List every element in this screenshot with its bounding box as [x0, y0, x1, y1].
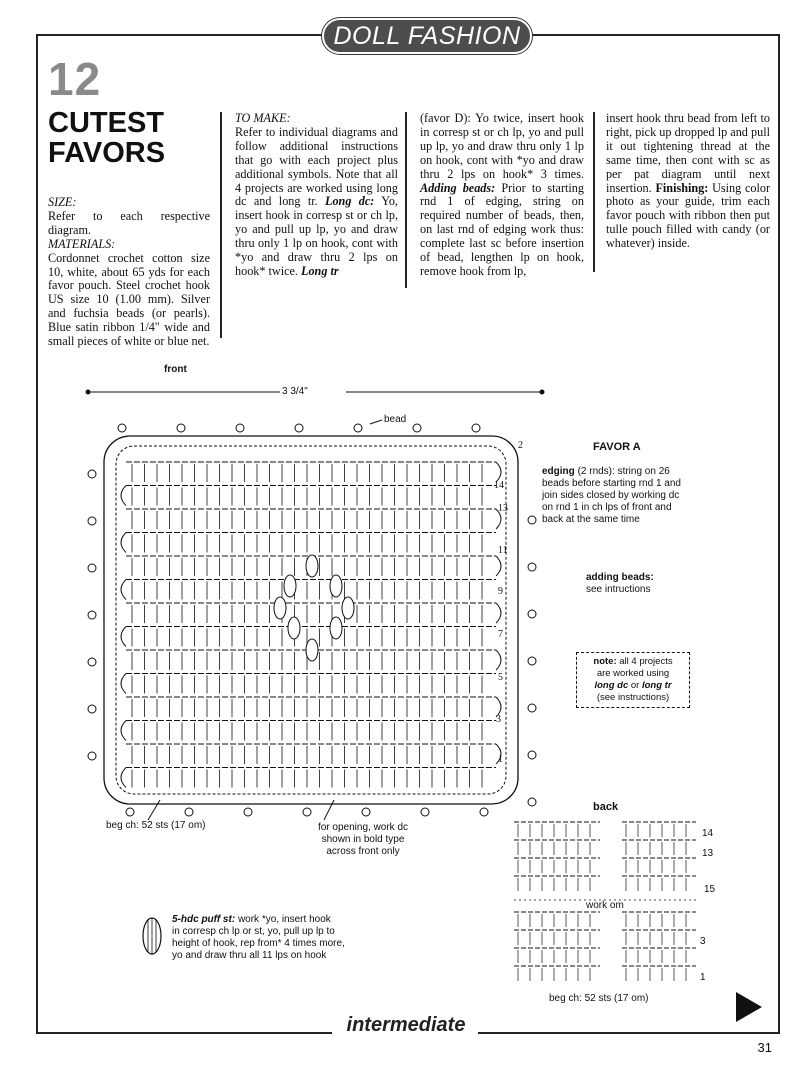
- puff-stitch: [284, 575, 296, 597]
- skill-level-badge: intermediate: [346, 1014, 466, 1036]
- puff-text-4: yo and draw thru all 11 lps on hook: [172, 950, 327, 961]
- note-text-3: (see instructions): [596, 692, 670, 703]
- turning-arc: [121, 721, 126, 741]
- front-row-label: 2: [518, 440, 523, 451]
- bead-left: [88, 470, 96, 478]
- edging-label: edging: [542, 466, 575, 477]
- adding-beads-note: [586, 572, 654, 596]
- turning-arc: [496, 603, 501, 623]
- puff-stitch: [306, 555, 318, 577]
- turning-arc: [121, 768, 126, 788]
- puff-stitch: [342, 597, 354, 619]
- back-label: back: [593, 801, 619, 813]
- dimension-dot-right: [540, 390, 545, 395]
- beg-ch-front: beg ch: 52 sts (17 om): [106, 820, 206, 831]
- opening-pointer: [324, 800, 334, 820]
- to-make-text: Refer to individual diagrams and follow additional instructions that go with each project plus additional symbols. Note that all 4 projects are worked using long dc and long tr.: [235, 124, 398, 209]
- turning-arc: [496, 650, 501, 670]
- puff-text-2: in corresp ch lp or st, yo, pull up lp to: [172, 926, 335, 937]
- materials-label: MATERIALS:: [48, 236, 116, 251]
- to-make-label: TO MAKE:: [235, 111, 291, 125]
- turning-arc: [496, 556, 501, 576]
- puff-stitch: [288, 617, 300, 639]
- bead-bottom: [480, 808, 488, 816]
- front-outer-edge: [104, 436, 518, 804]
- front-label: front: [164, 364, 187, 375]
- puff-stitch: [274, 597, 286, 619]
- width-label: 3 3/4": [282, 386, 308, 397]
- bead-top: [413, 424, 421, 432]
- bead-top: [354, 424, 362, 432]
- adding-beads-diag-text: see intructions: [586, 584, 651, 595]
- back-row-label: 13: [702, 848, 714, 859]
- bead-top: [236, 424, 244, 432]
- bead-left: [88, 517, 96, 525]
- front-rows: [121, 462, 501, 788]
- turning-arc: [121, 674, 126, 694]
- long-dc-label: Long dc:: [325, 194, 375, 209]
- adding-beads-text: Prior to starting rnd 1 of edging, string on required number of beads, then, on last rnd of edging work thus: complete last sc before insertion of bead, lengthen lp on hook, remove hook from lp,: [420, 180, 584, 278]
- note-text-1: all 4 projects: [619, 656, 673, 667]
- bead-top: [177, 424, 185, 432]
- bead-left: [88, 752, 96, 760]
- puff-stitch: [330, 617, 342, 639]
- next-page-arrow-icon: [736, 992, 762, 1022]
- back-row-label: 3: [700, 936, 706, 947]
- bead-bottom: [244, 808, 252, 816]
- long-dc-text: Yo, insert hook in corresp st or ch lp, yo and pull up lp, yo and draw thru only 1 lp on hook, cont with *yo and draw thru 2 lps on hook* twice.: [235, 194, 398, 278]
- front-row-label: 7: [498, 629, 503, 640]
- back-row-label: 15: [704, 884, 716, 895]
- bead-top: [295, 424, 303, 432]
- adding-beads-label: Adding beads:: [420, 180, 496, 195]
- bead-left: [88, 658, 96, 666]
- turning-arc: [121, 533, 126, 553]
- front-row-label: 5: [498, 672, 503, 683]
- materials-text: Cordonnet crochet cotton size 10, white, about 65 yds for each favor pouch. Steel crochet hook US size 10 (1.00 mm). Silver and fuchsia beads (or pearls). Blue satin ribbon 1/4" wide and small pieces of white or blue net.: [48, 250, 210, 349]
- bead-left: [88, 564, 96, 572]
- opening-text-3: across front only: [326, 846, 400, 857]
- size-text: Refer to each respective diagram.: [48, 208, 210, 237]
- beg-ch-pointer: [148, 800, 160, 820]
- puff-stitch-motif: [274, 555, 354, 661]
- turning-arc: [121, 486, 126, 506]
- opening-text-1: for opening, work dc: [317, 822, 409, 833]
- front-beads: [88, 424, 536, 816]
- front-inner-edge: [116, 446, 506, 794]
- front-row-label: 13: [498, 503, 508, 514]
- opening-note: [302, 822, 424, 858]
- note-text-2: are worked using: [596, 668, 670, 679]
- bead-right: [528, 610, 536, 618]
- front-row-label: 1: [498, 754, 503, 765]
- bead-right: [528, 751, 536, 759]
- page-number: 31: [757, 1040, 772, 1055]
- puff-text-3: height of hook, rep from* 4 times more,: [172, 938, 345, 949]
- bead-left: [88, 611, 96, 619]
- puff-label: 5-hdc puff st:: [172, 914, 236, 925]
- dimension-dot-left: [86, 390, 91, 395]
- finishing-label: Finishing:: [655, 180, 709, 195]
- bead-right: [528, 657, 536, 665]
- bead-pointer: [370, 420, 382, 424]
- note-long-dc: long dc: [594, 680, 629, 691]
- bead-left: [88, 705, 96, 713]
- long-tr-label: Long tr: [301, 263, 339, 278]
- back-row-label: 14: [702, 828, 714, 839]
- turning-arc: [121, 580, 126, 600]
- work-om-label: work om: [586, 900, 624, 911]
- bead-label: bead: [384, 414, 407, 425]
- bead-bottom: [303, 808, 311, 816]
- opening-text-2: shown in bold type: [321, 834, 405, 845]
- turning-arc: [121, 627, 126, 647]
- pattern-number: 12: [48, 53, 102, 105]
- favor-title: FAVOR A: [593, 441, 641, 453]
- note-label: note:: [593, 656, 617, 667]
- puff-stitch: [330, 575, 342, 597]
- edging-note: [542, 466, 692, 526]
- section-banner: DOLL FASHION: [322, 18, 532, 54]
- back-row-label: 1: [700, 972, 706, 983]
- turning-arc: [496, 462, 501, 482]
- note-or: or: [630, 680, 640, 691]
- bead-top: [472, 424, 480, 432]
- bead-right: [528, 704, 536, 712]
- bead-bottom: [185, 808, 193, 816]
- bead-right: [528, 516, 536, 524]
- long-tr-text: (favor D): Yo twice, insert hook in corresp st or ch lp, yo and pull up lp, yo and draw thru only 1 lp on hook, cont with *yo and draw thru 2 lps on hook* 3 times.: [420, 111, 584, 181]
- edging-text: (2 rnds): string on 26 beads before starting rnd 1 and join sides closed by working dc on rnd 1 in ch lps of front and back at the same time: [542, 466, 681, 525]
- bead-bottom: [126, 808, 134, 816]
- bead-right: [528, 563, 536, 571]
- bead-right: [528, 798, 536, 806]
- finishing-text: Using color photo as your guide, trim each favor pouch with ribbon then put tulle pouch filled with candy (or whatever) inside.: [606, 180, 770, 251]
- note-box: [576, 652, 690, 708]
- title-line-1: CUTEST: [48, 107, 164, 139]
- front-row-label: 11: [498, 545, 508, 556]
- puff-stitch: [306, 639, 318, 661]
- bead-top: [118, 424, 126, 432]
- adding-beads-diag-label: adding beads:: [586, 572, 654, 583]
- front-row-label: 3: [496, 714, 501, 725]
- puff-text-1: work *yo, insert hook: [237, 914, 331, 925]
- bead-bottom: [362, 808, 370, 816]
- beg-ch-back: beg ch: 52 sts (17 om): [549, 993, 649, 1004]
- puff-stitch-note: [172, 914, 362, 962]
- front-row-label: 9: [498, 586, 503, 597]
- note-long-tr: long tr: [641, 680, 672, 691]
- title-line-2: FAVORS: [48, 137, 166, 169]
- bead-bottom: [421, 808, 429, 816]
- front-row-label: 14: [494, 480, 504, 491]
- beads-text-continued: insert hook thru bead from left to right, pick up dropped lp and pull it out tightening thread at the same time, then cont with sc as per pat diagram until next insertion.: [606, 111, 770, 195]
- size-label: SIZE:: [48, 195, 77, 209]
